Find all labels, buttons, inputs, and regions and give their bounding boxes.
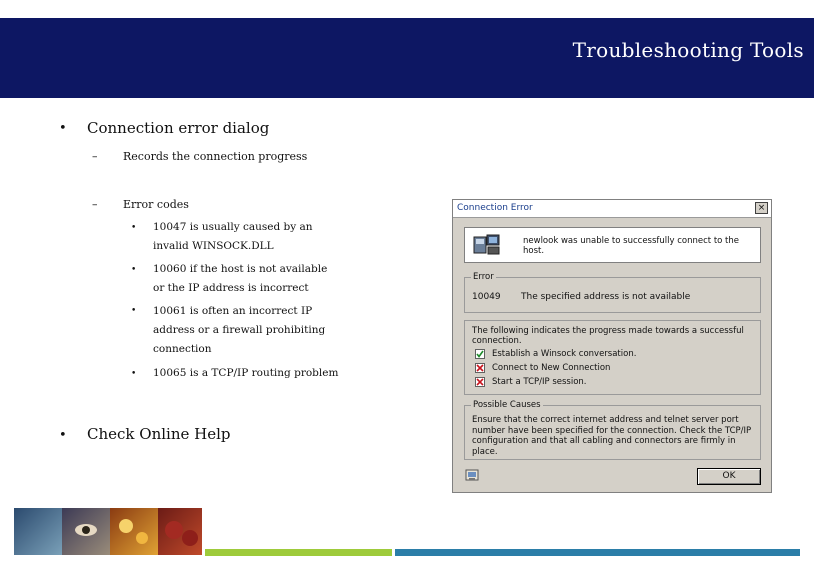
message-panel <box>464 227 761 263</box>
progress-group <box>464 320 761 395</box>
connection-error-dialog <box>452 199 772 493</box>
error-group-label: Error <box>473 272 494 282</box>
dialog-title-bar <box>453 200 771 218</box>
code-10060-line2: or the IP address is incorrect <box>153 282 309 294</box>
sub-bullet-marker: • <box>131 369 137 379</box>
code-10047-line1: 10047 is usually caused by an <box>153 221 313 233</box>
bullet-code-10060 <box>153 260 327 298</box>
cross-icon <box>475 363 485 373</box>
bullet-marker: • <box>59 121 67 136</box>
step-label: Start a TCP/IP session. <box>492 377 587 387</box>
causes-group-label: Possible Causes <box>473 400 541 410</box>
bullet-records: Records the connection progress <box>123 150 308 163</box>
ok-button[interactable]: OK <box>697 468 761 485</box>
dash-marker: – <box>92 150 98 163</box>
bullet-marker: • <box>59 428 67 443</box>
sub-bullet-marker: • <box>131 265 137 275</box>
cross-icon <box>475 377 485 387</box>
step-label: Establish a Winsock conversation. <box>492 349 637 359</box>
error-code: 10049 <box>472 292 501 302</box>
dialog-title: Connection Error <box>457 203 533 213</box>
bullet-code-10047 <box>153 218 313 256</box>
code-10061-line3: connection <box>153 343 212 355</box>
accent-line-blue <box>395 549 800 556</box>
bullet-check-help: Check Online Help <box>87 425 231 443</box>
photo-collage <box>14 508 202 555</box>
bullet-connection-error: Connection error dialog <box>87 119 270 137</box>
slide-title: Troubleshooting Tools <box>572 38 804 62</box>
dash-marker: – <box>92 198 98 211</box>
code-10060-line1: 10060 if the host is not available <box>153 263 328 275</box>
bullet-code-10061 <box>153 302 325 359</box>
code-10061-line1: 10061 is often an incorrect IP <box>153 305 313 317</box>
causes-text: Ensure that the correct internet address and telnet server port number have been specified for the connection. Check the TCP/IP configuration and that all cabling and connectors are firmly in place. <box>472 415 752 457</box>
close-button[interactable]: × <box>755 202 768 214</box>
dialog-message: newlook was unable to successfully connect to the host. <box>523 236 740 256</box>
step-label: Connect to New Connection <box>492 363 611 373</box>
code-10047-line2: invalid WINSOCK.DLL <box>153 240 274 252</box>
sub-bullet-marker: • <box>131 223 137 233</box>
progress-intro: The following indicates the progress made towards a successful connection. <box>472 326 744 346</box>
causes-group <box>464 400 761 460</box>
bullet-code-10065: 10065 is a TCP/IP routing problem <box>153 367 339 379</box>
error-message: The specified address is not available <box>521 292 691 302</box>
help-icon[interactable] <box>465 468 479 482</box>
sub-bullet-marker: • <box>131 306 137 316</box>
computer-network-icon <box>473 233 501 257</box>
error-group <box>464 272 761 313</box>
accent-line-green <box>205 549 392 556</box>
bullet-error-codes: Error codes <box>123 198 189 211</box>
code-10061-line2: address or a firewall prohibiting <box>153 324 326 336</box>
check-icon <box>475 349 485 359</box>
